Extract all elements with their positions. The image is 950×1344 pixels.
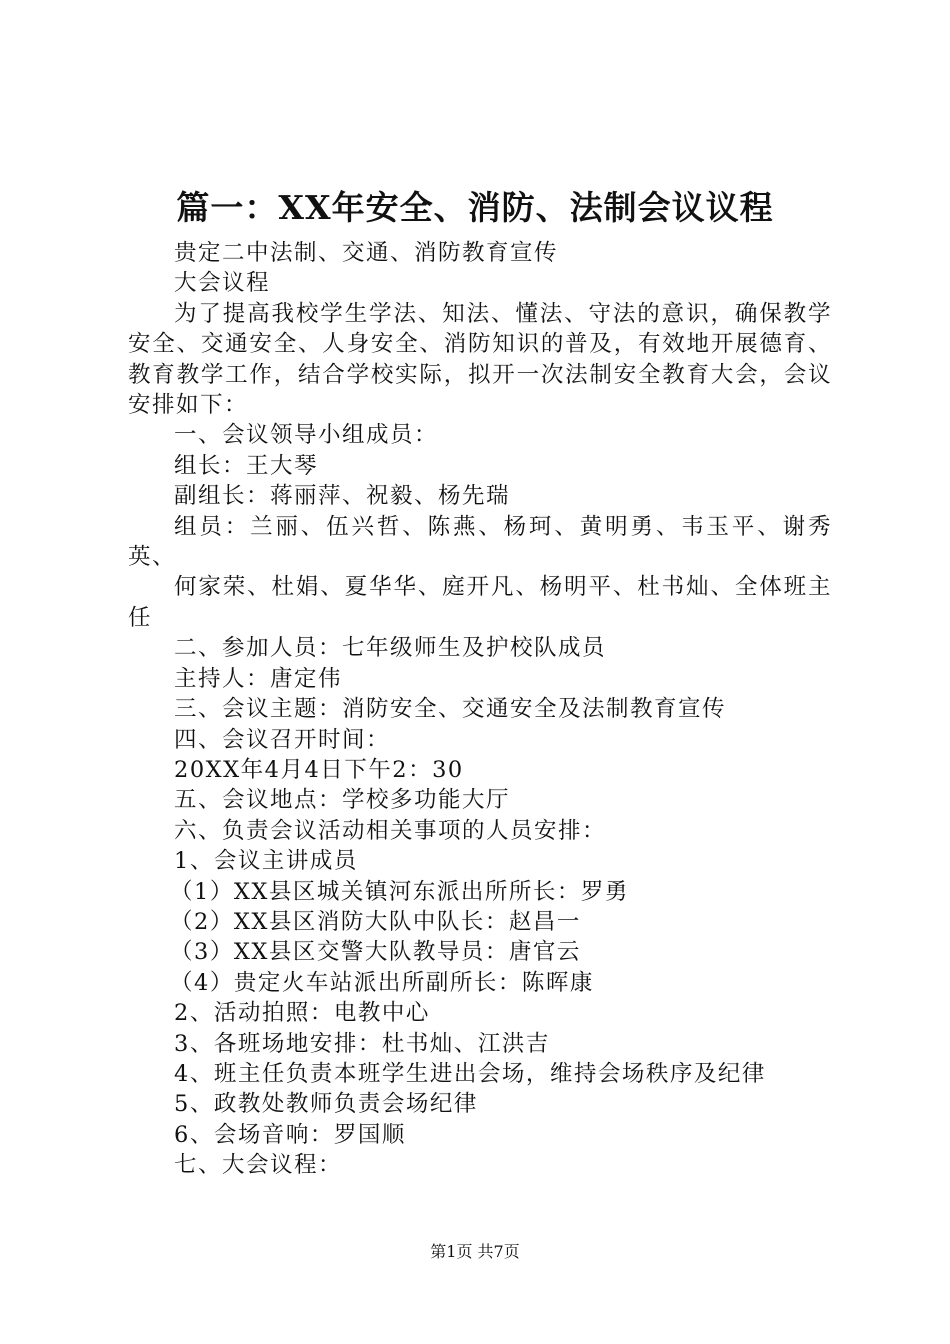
staffing-item: 4、班主任负责本班学生进出会场，维持会场秩序及纪律: [174, 1060, 766, 1087]
section-staffing: 六、负责会议活动相关事项的人员安排：: [174, 817, 607, 844]
members-line-1: 组员：兰丽、伍兴哲、陈燕、杨珂、黄明勇、韦玉平、谢秀英、: [128, 513, 832, 571]
paragraph-school-heading: 贵定二中法制、交通、消防教育宣传: [174, 240, 559, 266]
section-participants: 二、参加人员：七年级师生及护校队成员: [174, 635, 607, 662]
staffing-item: 5、政教处教师负责会场纪律: [174, 1091, 478, 1118]
staffing-item: 3、各班场地安排：杜书灿、江洪吉: [174, 1030, 550, 1057]
paragraph-agenda-heading: 大会议程: [174, 270, 271, 297]
staffing-item: 2、活动拍照：电教中心: [174, 1000, 430, 1027]
section-time: 四、会议召开时间：: [174, 726, 391, 753]
deputy-leader-line: 副组长：蒋丽萍、祝毅、杨先瑞: [174, 483, 511, 510]
leader-line: 组长：王大琴: [174, 452, 319, 479]
host-line: 主持人：唐定伟: [174, 665, 343, 692]
document-title: 篇一：XX年安全、消防、法制会议议程: [176, 188, 774, 227]
section-agenda: 七、大会议程：: [174, 1152, 343, 1179]
speaker-item: （2）XX县区消防大队中队长：赵昌一: [170, 908, 581, 935]
speakers-heading: 1、会议主讲成员: [174, 848, 358, 875]
document-body: [128, 238, 832, 1181]
staffing-item: 6、会场音响：罗国顺: [174, 1121, 406, 1148]
speaker-item: （4）贵定火车站派出所副所长：陈晖康: [170, 969, 594, 996]
paragraph-intro: 为了提高我校学生学法、知法、懂法、守法的意识，确保教学安全、交通安全、人身安全、消防知识的普及，有效地开展德育、教育教学工作，结合学校实际，拟开一次法制安全教育大会，会议安排如下：: [128, 300, 832, 419]
section-theme: 三、会议主题：消防安全、交通安全及法制教育宣传: [174, 696, 727, 723]
time-value: 20XX年4月4日下午2：30: [174, 756, 464, 783]
section-leadership: 一、会议领导小组成员：: [174, 422, 439, 449]
members-line-2: 何家荣、杜娟、夏华华、庭开凡、杨明平、杜书灿、全体班主任: [128, 574, 832, 631]
page-footer: 第1页 共7页: [430, 1242, 520, 1261]
speaker-item: （1）XX县区城关镇河东派出所所长：罗勇: [170, 878, 629, 905]
speaker-item: （3）XX县区交警大队教导员：唐官云: [170, 939, 581, 966]
section-location: 五、会议地点：学校多功能大厅: [174, 787, 511, 814]
